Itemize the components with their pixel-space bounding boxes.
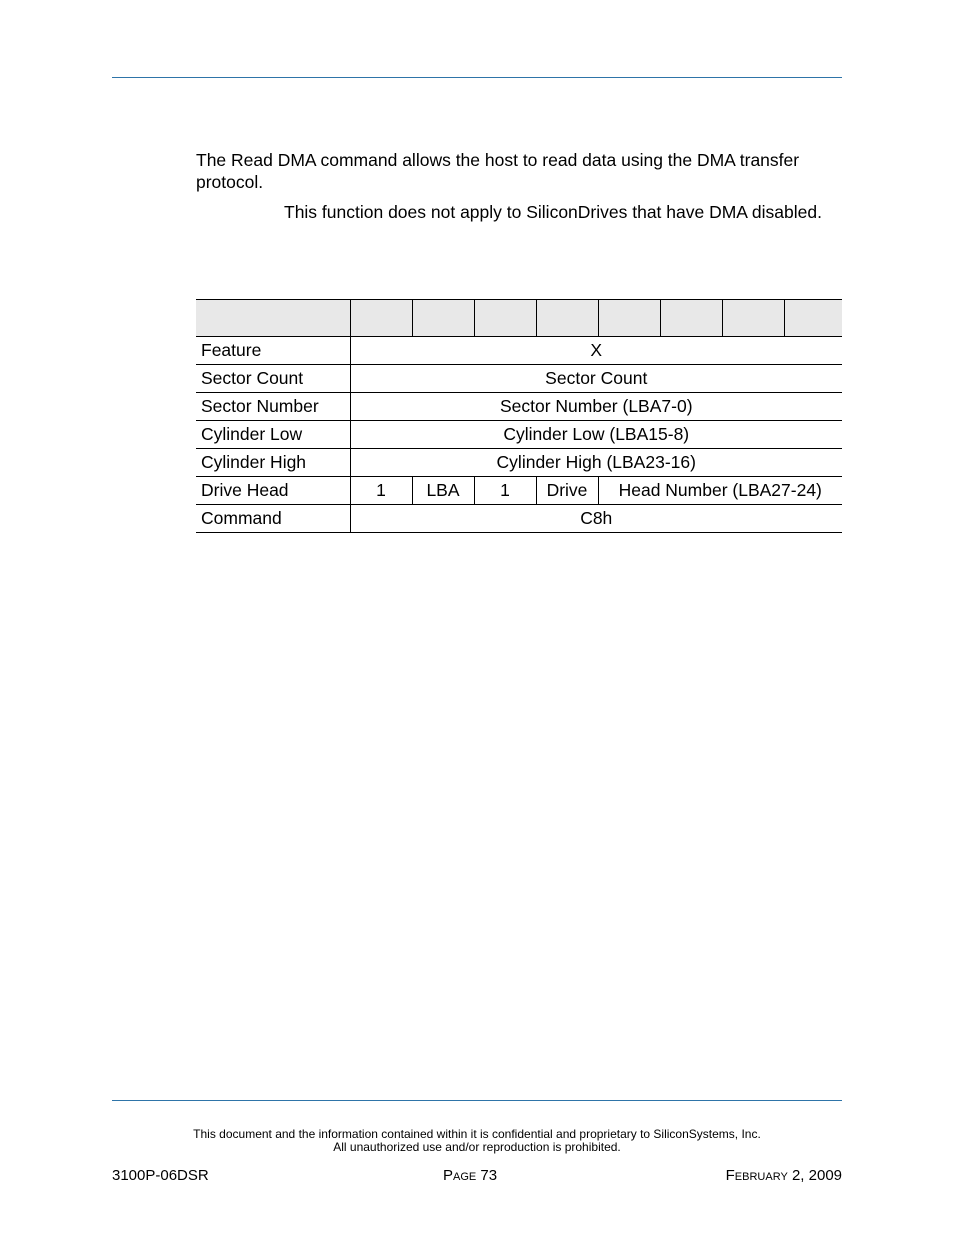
- register-value: Cylinder High (LBA23-16): [350, 449, 842, 477]
- header-cell: [350, 300, 412, 337]
- header-cell: [196, 300, 350, 337]
- table-row-drive-head: [196, 477, 842, 505]
- table-row: [196, 365, 842, 393]
- footer-rule: [112, 1100, 842, 1101]
- register-value: C8h: [350, 505, 842, 533]
- header-cell: [412, 300, 474, 337]
- header-cell: [598, 300, 660, 337]
- table-row: [196, 421, 842, 449]
- header-cell: [536, 300, 598, 337]
- header-cell: [784, 300, 842, 337]
- table-row: [196, 449, 842, 477]
- register-label: Cylinder Low: [196, 421, 350, 449]
- description-paragraph: The Read DMA command allows the host to read data using the DMA transfer protocol.: [196, 150, 800, 192]
- register-label: Command: [196, 505, 350, 533]
- confidentiality-line-1: This document and the information contained within it is confidential and proprietary to SiliconSystems, Inc.: [193, 1127, 761, 1141]
- page-number: Page 73: [443, 1167, 498, 1184]
- register-value: Sector Count: [350, 365, 842, 393]
- bits3-0-cell: Head Number (LBA27-24): [598, 477, 842, 505]
- register-value: Cylinder Low (LBA15-8): [350, 421, 842, 449]
- bit7-cell: 1: [350, 477, 412, 505]
- confidentiality-line-2: All unauthorized use and/or reproduction is prohibited.: [333, 1140, 621, 1154]
- document-id: 3100P-06DSR: [112, 1167, 209, 1184]
- bit4-cell: Drive: [536, 477, 598, 505]
- table-row: [196, 393, 842, 421]
- bit5-cell: 1: [474, 477, 536, 505]
- note-paragraph: [224, 202, 842, 223]
- register-label: Drive Head: [196, 477, 350, 505]
- confidentiality-notice: [112, 1128, 842, 1154]
- header-cell: [474, 300, 536, 337]
- register-label: Sector Number: [196, 393, 350, 421]
- header-cell: [660, 300, 722, 337]
- table-row-command: [196, 505, 842, 533]
- note-text: This function does not apply to SiliconDrives that have DMA disabled.: [284, 202, 822, 222]
- table-row: [196, 337, 842, 365]
- bit6-cell: LBA: [412, 477, 474, 505]
- header-cell: [722, 300, 784, 337]
- register-table: [196, 299, 842, 533]
- register-value: X: [350, 337, 842, 365]
- register-value: Sector Number (LBA7-0): [350, 393, 842, 421]
- register-label: Sector Count: [196, 365, 350, 393]
- document-date: February 2, 2009: [725, 1167, 842, 1184]
- register-label: Cylinder High: [196, 449, 350, 477]
- table-header-row: [196, 300, 842, 337]
- register-label: Feature: [196, 337, 350, 365]
- header-rule: [112, 77, 842, 78]
